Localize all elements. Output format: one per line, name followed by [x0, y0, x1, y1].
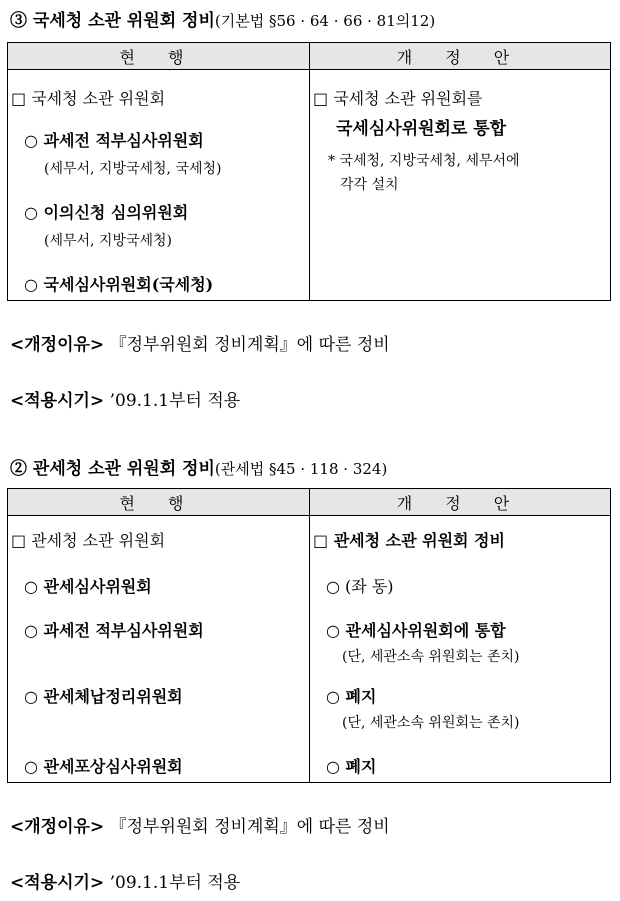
section2-timing-label: <적용시기>	[10, 873, 105, 893]
section2-timing	[10, 868, 240, 893]
section1-timing-label: <적용시기>	[10, 391, 105, 411]
section2-current-item-2: ○ 과세전 적부심사위원회	[24, 621, 204, 640]
section1-table	[7, 42, 611, 301]
section1-proposed-line2: 국세심사위원회로 통합	[336, 119, 507, 139]
section2-current-cell	[8, 516, 310, 783]
section2-proposed-item-1: ○ (좌 동)	[326, 577, 394, 596]
section1-proposed-note2: 각각 설치	[340, 177, 399, 193]
section2-col-current: 현 행	[8, 489, 310, 516]
section1-reason	[10, 330, 390, 355]
section2-proposed-item-2: ○ 관세심사위원회에 통합	[326, 621, 506, 640]
section1-current-item-2: ○ 이의신청 심의위원회	[24, 203, 189, 222]
section2-title	[10, 454, 387, 479]
section2-current-item-3: ○ 관세체납정리위원회	[24, 687, 183, 706]
section2-current-item-1: ○ 관세심사위원회	[24, 577, 152, 596]
section2-reason	[10, 812, 390, 837]
section1-current-item-1: ○ 과세전 적부심사위원회	[24, 131, 204, 150]
section2-timing-text: ’09.1.1부터 적용	[109, 873, 241, 893]
section2-reason-text: 『정부위원회 정비계획』에 따른 정비	[109, 817, 390, 837]
section1-timing-text: ’09.1.1부터 적용	[109, 391, 241, 411]
section1-proposed-line1: □ 국세청 소관 위원회를	[313, 89, 483, 108]
section2-proposed-cell	[310, 516, 611, 783]
section2-current-heading: □ 관세청 소관 위원회	[11, 531, 166, 550]
section2-title-main: ② 관세청 소관 위원회 정비	[10, 459, 215, 479]
section1-col-proposed: 개 정 안	[310, 43, 611, 70]
section2-proposed-item-3-sub: (단, 세관소속 위원회는 존치)	[342, 715, 520, 731]
section1-title-main: ③ 국세청 소관 위원회 정비	[10, 11, 215, 31]
section2-proposed-item-3: ○ 폐지	[326, 687, 377, 706]
section2-title-ref: (관세법 §45 · 118 · 324)	[214, 460, 388, 478]
section1-current-heading: □ 국세청 소관 위원회	[11, 89, 166, 108]
section2-proposed-item-4: ○ 폐지	[326, 757, 377, 776]
section1-proposed-cell	[310, 70, 611, 301]
section2-proposed-heading: □ 관세청 소관 위원회 정비	[313, 531, 505, 550]
section2-reason-label: <개정이유>	[10, 817, 105, 837]
section2-proposed-item-2-sub: (단, 세관소속 위원회는 존치)	[342, 649, 520, 665]
section1-current-cell	[8, 70, 310, 301]
section1-timing	[10, 386, 240, 411]
section1-title	[10, 6, 435, 31]
section1-current-item-1-sub: (세무서, 지방국세청, 국세청)	[44, 161, 222, 177]
section2-current-item-4: ○ 관세포상심사위원회	[24, 757, 183, 776]
section1-reason-text: 『정부위원회 정비계획』에 따른 정비	[109, 335, 390, 355]
section1-proposed-note1: * 국세청, 지방국세청, 세무서에	[328, 153, 520, 169]
section2-col-proposed: 개 정 안	[310, 489, 611, 516]
section1-current-item-3: ○ 국세심사위원회(국세청)	[24, 275, 214, 294]
section2-table	[7, 488, 611, 783]
section1-current-item-2-sub: (세무서, 지방국세청)	[44, 233, 173, 249]
section1-col-current: 현 행	[8, 43, 310, 70]
section1-reason-label: <개정이유>	[10, 335, 105, 355]
section1-title-ref: (기본법 §56 · 64 · 66 · 81의12)	[214, 12, 436, 30]
